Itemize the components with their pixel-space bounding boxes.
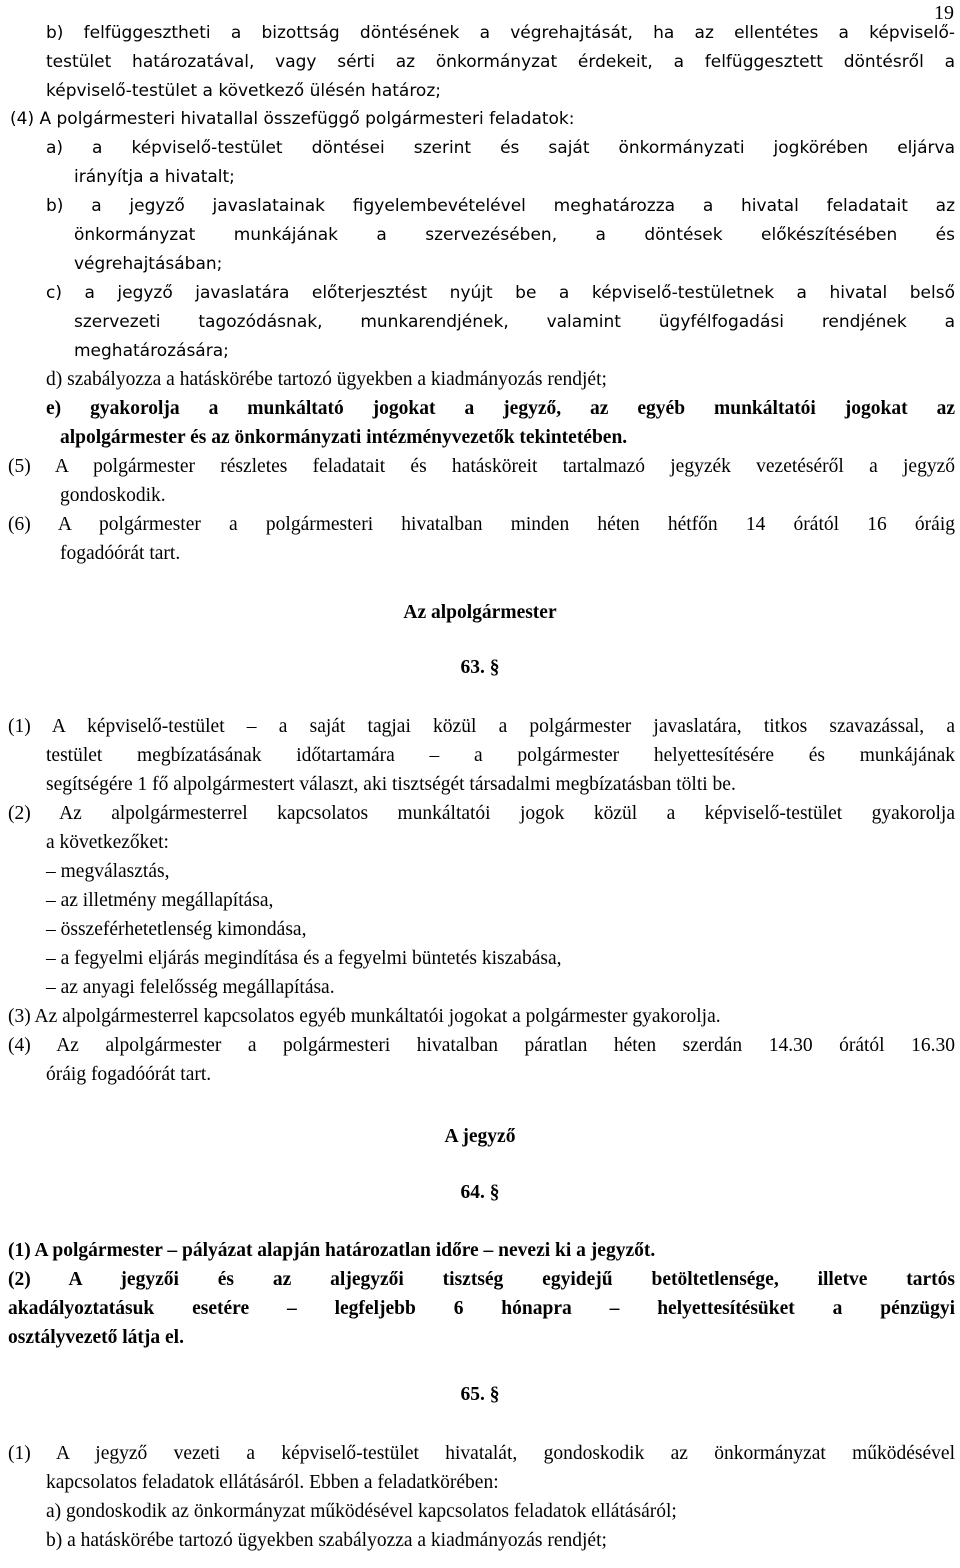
- text-line: szervezeti tagozódásnak, munkarendjének, valamint ügyfélfogadási rendjének a: [74, 312, 955, 332]
- text-line: (3) Az alpolgármesterrel kapcsolatos egyéb munkáltatói jogokat a polgármester gyakorolja.: [8, 1006, 721, 1027]
- text-line: irányítja a hivatalt;: [74, 167, 235, 187]
- text-line: d) szabályozza a hatáskörébe tartozó ügyekben a kiadmányozás rendjét;: [46, 369, 607, 390]
- paragraph-number: 64. §: [460, 1182, 500, 1203]
- text-line: fogadóórát tart.: [60, 543, 181, 564]
- text-line: osztályvezető látja el.: [8, 1327, 184, 1348]
- text-line: e) gyakorolja a munkáltató jogokat a jegyző, az egyéb munkáltatói jogokat az: [46, 398, 955, 419]
- text-line: óráig fogadóórát tart.: [46, 1064, 212, 1085]
- text-line: (5) A polgármester részletes feladatait és hatásköreit tartalmazó jegyzék vezetéséről a jegyző: [8, 456, 955, 477]
- list-item: – összeférhetetlenség kimondása,: [46, 919, 307, 940]
- text-line: a következőket:: [46, 832, 169, 853]
- text-line: (1) A képviselő-testület – a saját tagjai közül a polgármester javaslatára, titkos szavazással, a: [8, 716, 955, 737]
- text-line: (1) A jegyző vezeti a képviselő-testület hivatalát, gondoskodik az önkormányzat működésével: [8, 1443, 955, 1464]
- text-line: (2) Az alpolgármesterrel kapcsolatos munkáltatói jogok közül a képviselő-testület gyakorolja: [8, 803, 955, 824]
- text-line: (6) A polgármester a polgármesteri hivatalban minden héten hétfőn 14 órától 16 óráig: [8, 514, 955, 535]
- text-line: alpolgármester és az önkormányzati intézményvezetők tekintetében.: [60, 427, 628, 448]
- text-line: kapcsolatos feladatok ellátásáról. Ebben a feladatkörében:: [46, 1472, 499, 1493]
- text-line: c) a jegyző javaslatára előterjesztést nyújt be a képviselő-testületnek a hivatal belső: [46, 283, 955, 303]
- text-line: (4) Az alpolgármester a polgármesteri hivatalban páratlan héten szerdán 14.30 órától 16.30: [8, 1035, 955, 1056]
- text-line: gondoskodik.: [60, 485, 166, 506]
- text-line: b) a jegyző javaslatainak figyelembevételével meghatározza a hivatal feladatait az: [46, 196, 955, 216]
- list-item: – az illetmény megállapítása,: [46, 890, 274, 911]
- list-item: – a fegyelmi eljárás megindítása és a fegyelmi büntetés kiszabása,: [46, 948, 562, 969]
- text-line: a) gondoskodik az önkormányzat működésével kapcsolatos feladatok ellátásáról;: [46, 1501, 677, 1522]
- list-item: – az anyagi felelősség megállapítása.: [46, 977, 335, 998]
- page-number: 19: [934, 2, 954, 24]
- text-line: önkormányzat munkájának a szervezésében, a döntések előkészítésében és: [74, 225, 955, 245]
- text-line: b) felfüggesztheti a bizottság döntésének a végrehajtását, ha az ellentétes a képviselő-: [46, 23, 955, 43]
- text-line: képviselő-testület a következő ülésén határoz;: [46, 81, 441, 101]
- paragraph-number: 65. §: [460, 1384, 500, 1405]
- text-line: akadályoztatásuk esetére – legfeljebb 6 hónapra – helyettesítésüket a pénzügyi: [8, 1298, 955, 1319]
- paragraph-number: 63. §: [460, 657, 500, 678]
- text-line: testület megbízatásának időtartamára – a polgármester helyettesítésére és munkájának: [46, 745, 955, 766]
- text-line: meghatározására;: [74, 341, 229, 361]
- section-heading: Az alpolgármester: [403, 602, 557, 623]
- section-heading: A jegyző: [444, 1126, 516, 1147]
- text-line: segítségére 1 fő alpolgármestert választ, aki tisztségét társadalmi megbízatásban tölti be.: [46, 774, 736, 795]
- text-line: végrehajtásában;: [74, 254, 223, 274]
- list-item: – megválasztás,: [46, 861, 170, 882]
- text-line: a) a képviselő-testület döntései szerint és saját önkormányzati jogkörében eljárva: [46, 138, 955, 158]
- text-line: (4) A polgármesteri hivatallal összefüggő polgármesteri feladatok:: [10, 109, 575, 129]
- text-line: b) a hatáskörébe tartozó ügyekben szabályozza a kiadmányozás rendjét;: [46, 1530, 607, 1551]
- text-line: testület határozatával, vagy sérti az önkormányzat érdekeit, a felfüggesztett döntésről a: [46, 52, 955, 72]
- text-line: (1) A polgármester – pályázat alapján határozatlan időre – nevezi ki a jegyzőt.: [8, 1240, 656, 1261]
- text-line: (2) A jegyzői és az aljegyzői tisztség egyidejű betöltetlensége, illetve tartós: [8, 1269, 955, 1290]
